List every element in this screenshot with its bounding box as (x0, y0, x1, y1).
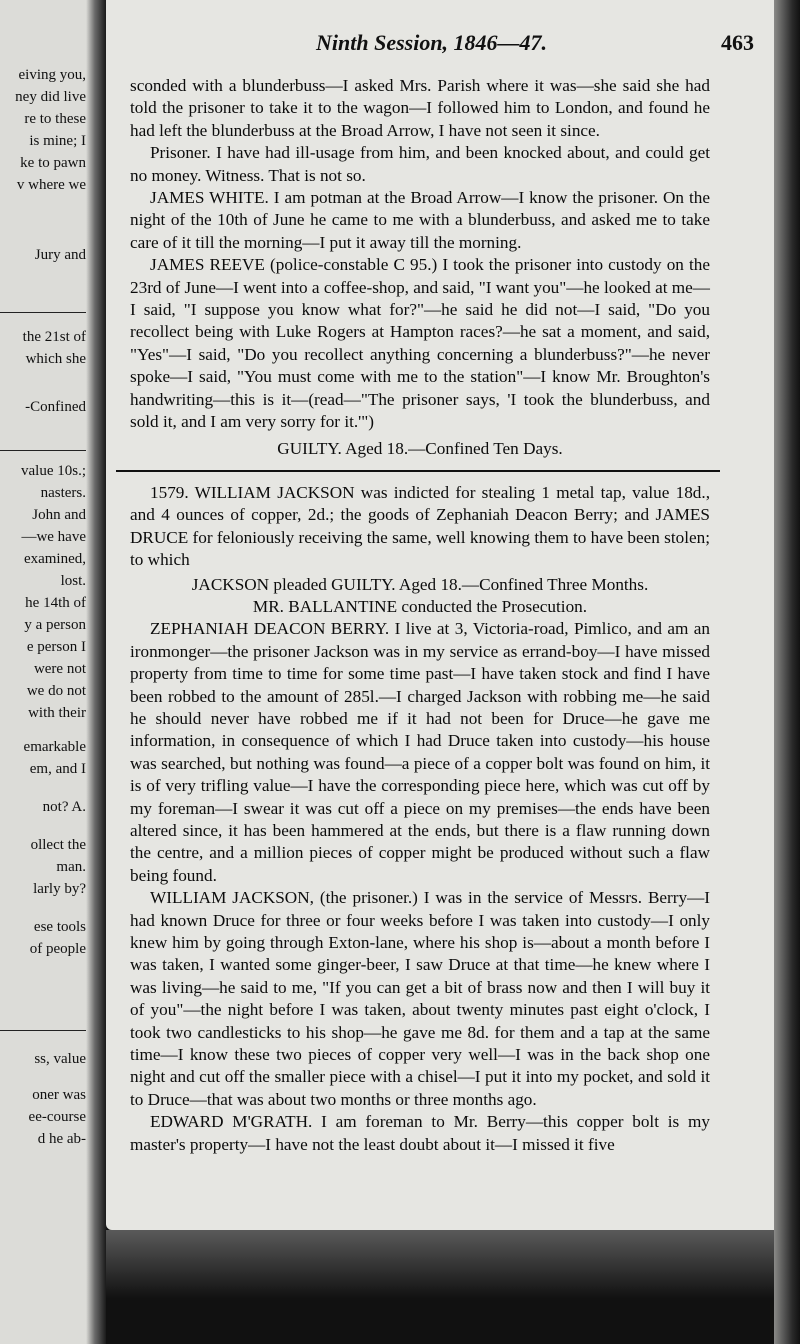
facing-page-line: the 21st of (22, 329, 86, 345)
facing-page-line: John and (32, 507, 86, 523)
paragraph: JAMES WHITE. I am potman at the Broad Arrow—I know the prisoner. On the night of the 10th of June he came to me with a blunderbuss, and asked me to take care of it till the morning—I put it away till the morning. (130, 188, 710, 252)
facing-page-line: re to these (24, 111, 86, 127)
facing-page-line: he 14th of (25, 595, 86, 611)
facing-page-line: nasters. (40, 485, 86, 501)
right-edge-shadow (774, 0, 800, 1344)
facing-page-line: y a person (24, 617, 86, 633)
facing-page-line: is mine; I (29, 133, 86, 149)
verdict: GUILTY. Aged 18.—Confined Ten Days. (277, 438, 563, 458)
facing-page-line: ney did live (15, 89, 86, 105)
facing-page-line: —we have (21, 529, 86, 545)
facing-page-line: ollect the (30, 837, 86, 853)
facing-page-line: ke to pawn (20, 155, 86, 171)
facing-page-line: ese tools (33, 919, 86, 935)
facing-page-line: not? A. (42, 799, 86, 815)
page-edge-shadow (106, 1230, 774, 1344)
facing-page-line: Jury and (34, 247, 86, 263)
facing-page-line: larly by? (33, 881, 86, 897)
facing-page-line: v where we (16, 177, 86, 193)
running-head: Ninth Session, 1846—47. (316, 30, 548, 55)
facing-page-line: oner was (32, 1087, 86, 1103)
facing-page (0, 0, 92, 1344)
facing-page-line: man. (56, 859, 86, 875)
indictment: 1579. WILLIAM JACKSON was indicted for stealing 1 metal tap, value 18d., and 4 ounces of copper, 2d.; the goods of Zephaniah Deacon Berry; and JAMES DRUCE for feloniously receiving the same, well knowing them to have been stolen; to which (130, 482, 710, 570)
left-rule (0, 1030, 88, 1031)
facing-page-line: e person I (26, 639, 86, 655)
facing-page-line: examined, (23, 551, 86, 567)
left-rule (0, 450, 88, 451)
facing-page-line: value 10s.; (21, 463, 86, 479)
facing-page-line: which she (25, 351, 86, 367)
facing-page-line: ss, value (34, 1051, 86, 1067)
facing-page-line: ee-course (28, 1109, 86, 1125)
facing-page-line: we do not (26, 683, 86, 699)
prosecution-note: MR. BALLANTINE conducted the Prosecution. (252, 596, 588, 616)
facing-page-line: d he ab- (37, 1131, 86, 1147)
testimony: WILLIAM JACKSON, (the prisoner.) I was in the service of Messrs. Berry—I had known Druce for three or four weeks before I was taken into custody—I only knew him by going through Exton-lane, where his shop is—about a month before I was taken, I wanted some ginger-beer, I saw Druce at that time—he knew where I was living—he said to me, "If you can get a bit of brass now and then I will buy it of you"—the night before I was taken, about twenty minutes past eight o'clock, I took two candlesticks to his shop—he gave me 8d. for them and a tap at the same time—I know these two pieces of copper very well—I was in the back shop one night and cut off the smaller piece with a chisel—I put it into my pocket, and sold it to Druce—that was about two months or three months ago. (130, 888, 710, 1109)
paragraph: JAMES REEVE (police-constable C 95.) I took the prisoner into custody on the 23rd of June—I went into a coffee-shop, and said, "I want you"—he looked at me—I said, "I suppose you know what for?"—he said he did not—I said, "Do you recollect being with Luke Rogers at Hampton races?—he sat a moment, and said, "Yes"—I said, "Do you recollect anything concerning a blunderbuss?"—he never spoke—I said, "You must come with me to the station"—I know Mr. Broughton's handwriting—this is it—(read—"The prisoner says, 'I took the blunderbuss, and sold it, and I am very sorry for it.'") (130, 255, 710, 432)
facing-page-line: lost. (60, 573, 86, 589)
facing-page-line: em, and I (29, 761, 86, 777)
paragraph: sconded with a blunderbuss—I asked Mrs. Parish where it was—she said she had told the prisoner to take it to the wagon—I followed him to London, and found he had left the blunderbuss at the Broad Arrow, I have not seen it since. (130, 76, 710, 140)
testimony: ZEPHANIAH DEACON BERRY. I live at 3, Victoria-road, Pimlico, and am an ironmonger—the prisoner Jackson was in my service as errand-boy—I have missed property from time to time for some time past—I have taken stock and find I have been robbed to the amount of 285l.—I charged Jackson with robbing me—he said he should never have robbed me if it had not been for Druce—he gave me information, in consequence of which I had Druce taken into custody—his house was searched, but nothing was found—a piece of a copper bolt was found on him, it is of very trifling value—I have the corresponding piece here, which was cut off by my foreman—I swear it was cut off a piece on my premises—the ends have been altered since, it has been hammered at the ends, but there is a flaw running down the centre, and a million pieces of copper might be produced without such a flaw being found. (130, 619, 710, 885)
main-page (106, 0, 774, 1230)
facing-page-line: with their (28, 705, 86, 721)
book-gutter (86, 0, 108, 1344)
page-number: 463 (721, 30, 754, 55)
facing-page-line: of people (29, 941, 86, 957)
facing-page-line: emarkable (23, 739, 86, 755)
page-body (130, 75, 710, 1156)
testimony: EDWARD M'GRATH. I am foreman to Mr. Berry—this copper bolt is my master's property—I have not the least doubt about it—I missed it five (130, 1112, 710, 1154)
plea: JACKSON pleaded GUILTY. Aged 18.—Confined Three Months. (191, 574, 649, 594)
facing-page-line: -Confined (25, 399, 86, 415)
facing-page-line: eiving you, (18, 67, 86, 83)
paragraph: Prisoner. I have had ill-usage from him, and been knocked about, and could get no money. Witness. That is not so. (130, 143, 710, 185)
facing-page-line: were not (33, 661, 86, 677)
left-rule (0, 312, 88, 313)
case-divider (116, 470, 720, 472)
